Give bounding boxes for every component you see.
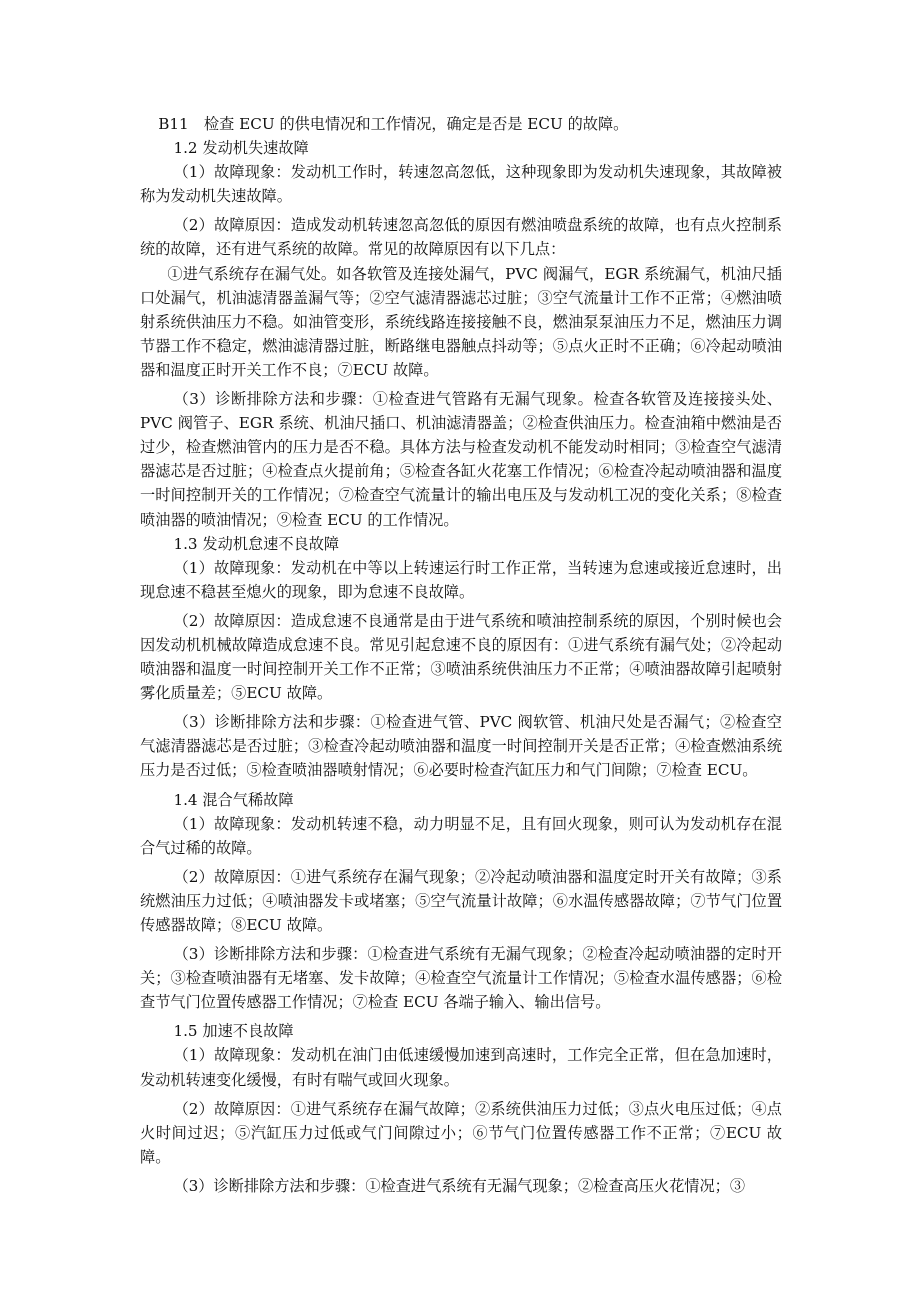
section-1-2-title: 1.2 发动机失速故障 — [173, 139, 309, 158]
section-1-5-cause: （2）故障原因：①进气系统存在漏气故障；②系统供油压力过低；③点火电压过低；④点火时间过迟；⑤汽缸压力过低或气门间隙过小；⑥节气门位置传感器工作不正常；⑦ECU 故障。 — [140, 1099, 782, 1166]
section-1-3-title: 1.3 发动机怠速不良故障 — [173, 534, 340, 553]
section-1-4-cause: （2）故障原因：①进气系统存在漏气现象；②冷起动喷油器和温度定时开关有故障；③系统燃油压力过低；④喷油器发卡或堵塞；⑤空气流量计故障；⑥水温传感器故障；⑦节气门位置传感器故障；⑧ECU 故障。 — [140, 867, 782, 934]
section-1-4-title: 1.4 混合气稀故障 — [173, 790, 294, 809]
section-1-3-cause: （2）故障原因：造成怠速不良通常是由于进气系统和喷油控制系统的原因，个别时候也会因发动机机械故障造成怠速不良。常见引起怠速不良的原因有：①进气系统有漏气处；②冷起动喷油器和温度一时间控制开关工作不正常；③喷油系统供油压力不正常；④喷油器故障引起喷射雾化质量差；⑤ECU 故障。 — [140, 611, 782, 703]
section-1-4-symptom: （1）故障现象：发动机转速不稳，动力明显不足，且有回火现象，则可认为发动机存在混合气过稀的故障。 — [140, 814, 782, 857]
document-body — [140, 112, 782, 1198]
section-1-2-symptom: （1）故障现象：发动机工作时，转速忽高忽低，这种现象即为发动机失速现象，其故障被称为发动机失速故障。 — [140, 163, 782, 206]
section-1-2-cause-list: ①进气系统存在漏气处。如各软管及连接处漏气，PVC 阀漏气，EGR 系统漏气，机油尺插口处漏气，机油滤清器盖漏气等；②空气滤清器滤芯过脏；③空气流量计工作不正常；④燃油喷射系统供油压力不稳。如油管变形，系统线路连接接触不良，燃油泵泵油压力不足，燃油压力调节器工作不稳定，燃油滤清器过脏，断路继电器触点抖动等；⑤点火正时不正确；⑥冷起动喷油器和温度正时开关工作不良；⑦ECU 故障。 — [140, 264, 782, 379]
section-1-5-symptom: （1）故障现象：发动机在油门由低速缓慢加速到高速时，工作完全正常，但在急加速时，发动机转速变化缓慢，有时有喘气或回火现象。 — [140, 1046, 782, 1089]
section-1-5-diagnosis: （3）诊断排除方法和步骤：①检查进气系统有无漏气现象；②检查高压火花情况；③ — [173, 1176, 746, 1195]
section-1-3-diagnosis: （3）诊断排除方法和步骤：①检查进气管、PVC 阀软管、机油尺处是否漏气；②检查空气滤清器滤芯是否过脏；③检查冷起动喷油器和温度一时间控制开关是否正常；④检查燃油系统压力是否过低；⑤检查喷油器喷射情况；⑥必要时检查汽缸压力和气门间隙；⑦检查 ECU。 — [140, 713, 782, 780]
step-b11: B11 检查 ECU 的供电情况和工作情况，确定是否是 ECU 的故障。 — [158, 115, 629, 133]
section-1-4-diagnosis: （3）诊断排除方法和步骤：①检查进气系统有无漏气现象；②检查冷起动喷油器的定时开关；③检查喷油器有无堵塞、发卡故障；④检查空气流量计工作情况；⑤检查水温传感器；⑥检查节气门位置传感器工作情况；⑦检查 ECU 各端子输入、输出信号。 — [140, 945, 782, 1012]
section-1-5-title: 1.5 加速不良故障 — [173, 1022, 294, 1041]
section-1-2-cause: （2）故障原因：造成发动机转速忽高忽低的原因有燃油喷盘系统的故障，也有点火控制系统的故障，还有进气系统的故障。常见的故障原因有以下几点： — [140, 216, 782, 259]
section-1-2-diagnosis: （3）诊断排除方法和步骤：①检查进气管路有无漏气现象。检查各软管及连接接头处、PVC 阀管子、EGR 系统、机油尺插口、机油滤清器盖；②检查供油压力。检查油箱中燃油是否过少，检查燃油管内的压力是否不稳。具体方法与检查发动机不能发动时相同；③检查空气滤清器滤芯是否过脏；④检查点火提前角；⑤检查各缸火花塞工作情况；⑥检查冷起动喷油器和温度一时间控制开关的工作情况；⑦检查空气流量计的输出电压及与发动机工况的变化关系；⑧检查喷油器的喷油情况；⑨检查 ECU 的工作情况。 — [140, 390, 782, 529]
section-1-3-symptom: （1）故障现象：发动机在中等以上转速运行时工作正常，当转速为怠速或接近怠速时，出现怠速不稳甚至熄火的现象，即为怠速不良故障。 — [140, 558, 782, 601]
